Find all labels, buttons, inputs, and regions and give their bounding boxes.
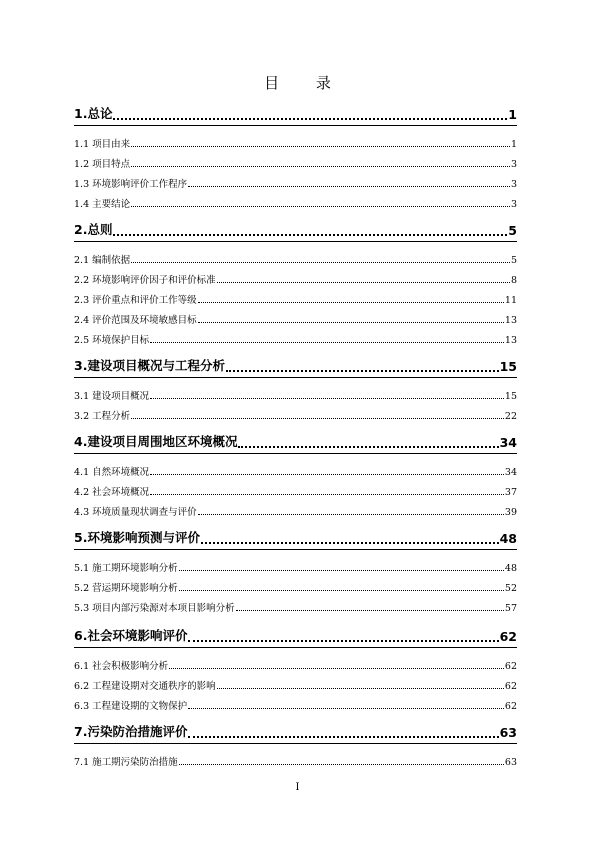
chapter-rule: [74, 549, 517, 550]
dot-leader: [131, 166, 510, 167]
toc-entry-page: 13: [504, 315, 517, 326]
toc-entry-page: 48: [504, 563, 517, 574]
toc-entry-label: 4.2 社会环境概况: [74, 487, 150, 498]
toc-entry-section[interactable]: [74, 176, 517, 190]
toc-entry-label: 7.污染防治措施评价: [74, 724, 188, 739]
toc-entry-page: 62: [504, 661, 517, 672]
dot-leader: [217, 688, 504, 689]
toc-entry-page: 52: [504, 583, 517, 594]
toc-entry-section[interactable]: [74, 196, 517, 210]
toc-entry-label: 4.建设项目周围地区环境概况: [74, 434, 238, 449]
toc-entry-section[interactable]: [74, 484, 517, 498]
toc-entry-label: 2.5 环境保护目标: [74, 335, 150, 346]
dot-leader: [188, 708, 504, 709]
toc-entry-section[interactable]: [74, 658, 517, 672]
toc-entry-label: 6.2 工程建设期对交通秩序的影响: [74, 681, 216, 692]
toc-entry-section[interactable]: [74, 388, 517, 402]
toc-entry-label: 7.1 施工期污染防治措施: [74, 757, 178, 768]
dot-leader: [131, 146, 510, 147]
toc-entry-section[interactable]: [74, 136, 517, 150]
toc-entry-label: 2.2 环境影响评价因子和评价标准: [74, 275, 216, 286]
toc-entry-page: 63: [499, 725, 517, 740]
toc-entry-page: 8: [510, 275, 517, 286]
toc-entry-label: 6.社会环境影响评价: [74, 628, 188, 643]
toc-entry-section[interactable]: [74, 312, 517, 326]
chapter-rule: [74, 377, 517, 378]
toc-entry-page: 62: [499, 629, 517, 644]
toc-entry-section[interactable]: [74, 408, 517, 422]
toc-entry-label: 5.1 施工期环境影响分析: [74, 563, 178, 574]
toc-entry-page: 3: [510, 199, 517, 210]
chapter-rule: [74, 453, 517, 454]
toc-entry-page: 15: [504, 391, 517, 402]
toc-entry-chapter[interactable]: [74, 104, 517, 122]
toc-entry-chapter[interactable]: [74, 356, 517, 374]
toc-entry-section[interactable]: [74, 252, 517, 266]
dot-leader: [188, 736, 498, 738]
dot-leader: [169, 668, 504, 669]
page-number: I: [295, 782, 300, 793]
toc-entry-label: 5.2 营运期环境影响分析: [74, 583, 178, 594]
dot-leader: [179, 764, 504, 765]
toc-entry-page: 5: [508, 223, 517, 238]
toc-entry-section[interactable]: [74, 156, 517, 170]
dot-leader: [113, 118, 507, 120]
toc-entry-page: 13: [504, 335, 517, 346]
dot-leader: [198, 514, 504, 515]
dot-leader: [150, 494, 504, 495]
toc-entry-chapter[interactable]: [74, 528, 517, 546]
dot-leader: [150, 474, 504, 475]
chapter-rule: [74, 647, 517, 648]
dot-leader: [217, 282, 510, 283]
toc-entry-label: 1.2 项目特点: [74, 159, 131, 170]
dot-leader: [188, 186, 510, 187]
toc-entry-section[interactable]: [74, 272, 517, 286]
toc-entry-label: 2.1 编制依据: [74, 255, 131, 266]
toc-entry-page: 39: [504, 507, 517, 518]
toc-entry-label: 2.总则: [74, 222, 113, 237]
dot-leader: [150, 398, 504, 399]
dot-leader: [198, 322, 504, 323]
toc-entry-label: 2.3 评价重点和评价工作等级: [74, 295, 197, 306]
chapter-rule: [74, 125, 517, 126]
toc-entry-page: 37: [504, 487, 517, 498]
dot-leader: [179, 590, 504, 591]
dot-leader: [131, 418, 504, 419]
toc-entry-chapter[interactable]: [74, 626, 517, 644]
toc-entry-label: 3.建设项目概况与工程分析: [74, 358, 225, 373]
dot-leader: [201, 542, 499, 544]
toc-entry-section[interactable]: [74, 600, 517, 614]
toc-entry-label: 6.1 社会积极影响分析: [74, 661, 169, 672]
toc-entry-label: 3.1 建设项目概况: [74, 391, 150, 402]
toc-entry-page: 3: [510, 179, 517, 190]
toc-entry-chapter[interactable]: [74, 220, 517, 238]
toc-entry-label: 1.3 环境影响评价工作程序: [74, 179, 188, 190]
toc-entry-page: 1: [508, 107, 517, 122]
dot-leader: [238, 446, 498, 448]
toc-entry-page: 5: [510, 255, 517, 266]
dot-leader: [113, 234, 507, 236]
dot-leader: [188, 640, 498, 642]
toc-entry-page: 63: [504, 757, 517, 768]
toc-entry-section[interactable]: [74, 504, 517, 518]
toc-entry-label: 2.4 评价范围及环境敏感目标: [74, 315, 197, 326]
toc-entry-label: 5.3 项目内部污染源对本项目影响分析: [74, 603, 235, 614]
toc-entry-section[interactable]: [74, 580, 517, 594]
dot-leader: [179, 570, 504, 571]
toc-entry-label: 4.3 环境质量现状调查与评价: [74, 507, 197, 518]
toc-entry-section[interactable]: [74, 698, 517, 712]
toc-entry-section[interactable]: [74, 464, 517, 478]
dot-leader: [226, 370, 499, 372]
toc-entry-page: 62: [504, 701, 517, 712]
dot-leader: [131, 206, 510, 207]
toc-entry-page: 48: [499, 531, 517, 546]
chapter-rule: [74, 241, 517, 242]
chapter-rule: [74, 743, 517, 744]
toc-entry-chapter[interactable]: [74, 722, 517, 740]
toc-entry-section[interactable]: [74, 678, 517, 692]
toc-entry-page: 57: [504, 603, 517, 614]
toc-entry-label: 1.1 项目由来: [74, 139, 131, 150]
toc-entry-page: 62: [504, 681, 517, 692]
toc-entry-page: 34: [499, 435, 517, 450]
toc-entry-section[interactable]: [74, 332, 517, 346]
dot-leader: [150, 342, 504, 343]
toc-entry-section[interactable]: [74, 754, 517, 768]
dot-leader: [236, 610, 504, 611]
dot-leader: [131, 262, 510, 263]
toc-entry-page: 22: [504, 411, 517, 422]
toc-title: 目 录: [264, 74, 347, 92]
toc-entry-label: 5.环境影响预测与评价: [74, 530, 200, 545]
toc-entry-label: 1.4 主要结论: [74, 199, 131, 210]
toc-entry-page: 15: [499, 359, 517, 374]
toc-entry-label: 1.总论: [74, 106, 113, 121]
toc-entry-page: 3: [510, 159, 517, 170]
toc-entry-chapter[interactable]: [74, 432, 517, 450]
toc-entry-section[interactable]: [74, 292, 517, 306]
dot-leader: [198, 302, 504, 303]
toc-entry-label: 6.3 工程建设期的文物保护: [74, 701, 188, 712]
toc-entry-page: 34: [504, 467, 517, 478]
toc-entry-label: 4.1 自然环境概况: [74, 467, 150, 478]
toc-entry-section[interactable]: [74, 560, 517, 574]
toc-entry-page: 1: [510, 139, 517, 150]
toc-entry-label: 3.2 工程分析: [74, 411, 131, 422]
toc-entry-page: 11: [504, 295, 517, 306]
